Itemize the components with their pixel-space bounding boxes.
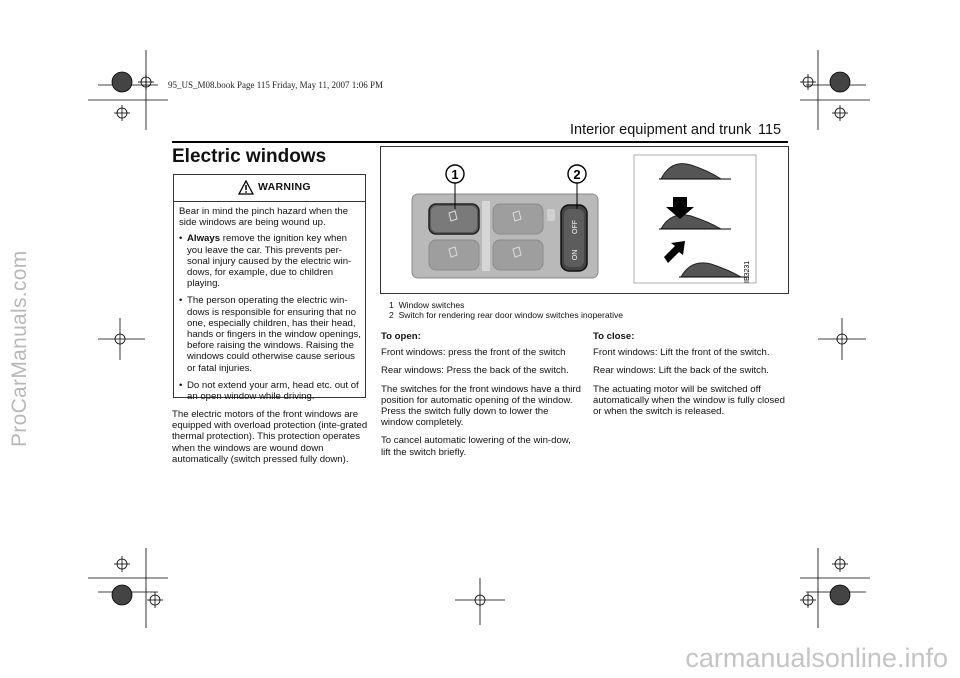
- callout-2: 2: [573, 167, 581, 182]
- warning-intro: Bear in mind the pinch hazard when the side windows are being wound up.: [179, 206, 349, 229]
- warning-bullet: [179, 380, 363, 402]
- caption-item: [389, 310, 623, 320]
- caption-text: Window switches: [398, 300, 465, 310]
- figure-caption: [389, 300, 623, 320]
- warning-bullet-text: The person operating the electric win-dows is responsible for ensuring that no one, especially children, has their head, hands or fingers in the window openings, before raising the windows. Raising the windows could otherwise cause serious or fatal injuries.: [187, 295, 361, 374]
- running-header-section: Interior equipment and trunk: [570, 122, 752, 138]
- overload-paragraph: The electric motors of the front windows are equipped with overload protection (inte-grated thermal protection). This protection operates when the windows are wound down automatically (switch pressed fully down).: [172, 409, 368, 465]
- open-paragraph: To cancel automatic lowering of the win-dow, lift the switch briefly.: [381, 435, 571, 458]
- header-rule: [172, 141, 788, 143]
- warning-bullet: [179, 295, 363, 373]
- caption-item: [389, 300, 623, 310]
- close-paragraph: Rear windows: Lift the back of the switch.: [593, 365, 769, 377]
- caption-number: 1: [389, 300, 394, 310]
- close-instructions: [593, 331, 789, 424]
- bottom-watermark: carmanualsonline.info: [685, 643, 948, 673]
- caption-text: Switch for rendering rear door window switches inoperative: [398, 310, 624, 320]
- book-info-line: 95_US_M08.book Page 115 Friday, May 11, 2007 1:06 PM: [168, 80, 384, 90]
- warning-triangle-icon: [238, 180, 254, 195]
- page-title: Electric windows: [172, 146, 327, 167]
- open-instructions: [381, 331, 581, 465]
- figure-id: IB3231: [744, 260, 751, 283]
- close-heading: To close:: [593, 331, 635, 342]
- close-paragraph: The actuating motor will be switched off automatically when the window is fully closed or when the switch is released.: [593, 383, 785, 418]
- switch-panel-illustration: [381, 147, 788, 293]
- warning-heading: WARNING: [258, 181, 311, 193]
- open-paragraph: Rear windows: Press the back of the switch.: [381, 365, 569, 377]
- warning-header: [174, 175, 365, 202]
- warning-bullet: [179, 233, 363, 289]
- warning-bullet-text: Do not extend your arm, head etc. out of an open window while driving.: [187, 379, 359, 403]
- warning-bullet-text: remove the ignition key when you leave the car. This prevents per-sonal injury caused by the electric win-dows, for example, due to children playing.: [187, 233, 352, 290]
- window-switch-figure: [380, 146, 789, 294]
- warning-body: [179, 206, 363, 408]
- close-paragraph: Front windows: Lift the front of the switch.: [593, 347, 770, 359]
- open-heading: To open:: [381, 331, 421, 342]
- page-number: 115: [758, 122, 782, 138]
- side-watermark: ProCarManuals.com: [8, 250, 31, 447]
- on-label: ON: [572, 249, 579, 261]
- warning-box: [173, 174, 366, 403]
- open-paragraph: Front windows: press the front of the switch: [381, 347, 566, 359]
- off-label: OFF: [572, 220, 579, 234]
- caption-number: 2: [389, 310, 394, 320]
- open-paragraph: The switches for the front windows have a third position for automatic opening of the window. Press the switch fully down to lower the window completely.: [381, 383, 581, 429]
- callout-1: 1: [451, 167, 459, 182]
- warning-bullet-bold: Always: [187, 233, 221, 245]
